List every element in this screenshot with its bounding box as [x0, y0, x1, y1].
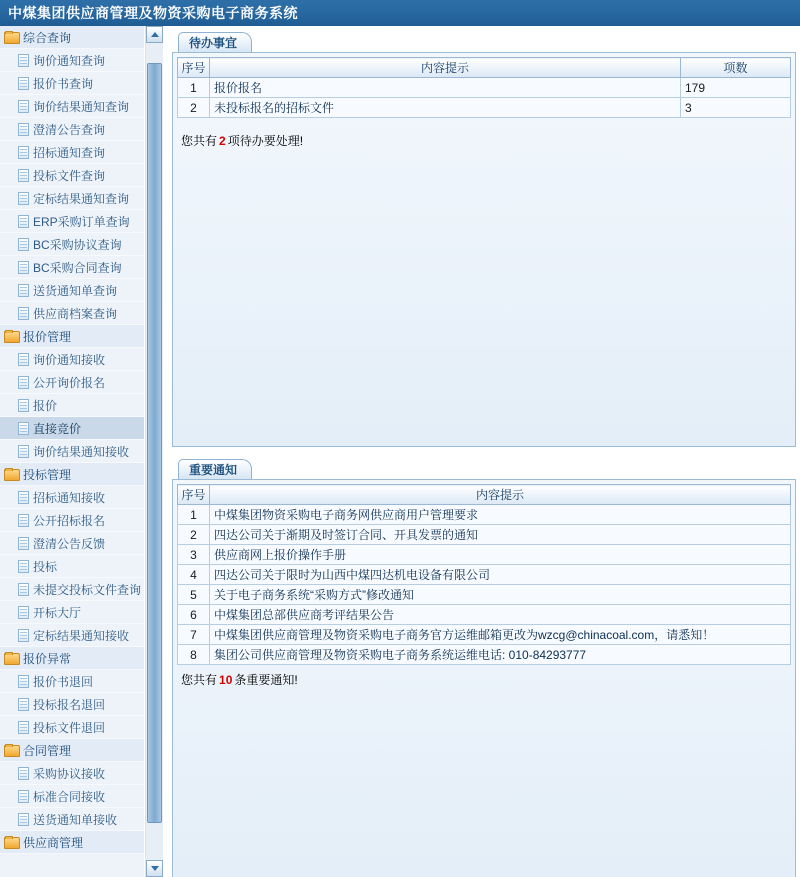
notice-row-content[interactable] [210, 505, 791, 525]
sidebar-item-0-8[interactable] [0, 233, 144, 256]
sidebar-item-label: 投标报名退回 [33, 697, 106, 712]
folder-icon [4, 31, 19, 43]
sidebar-group-label: 报价异常 [23, 651, 72, 666]
folder-icon [4, 468, 19, 480]
sidebar-item-2-5[interactable] [0, 601, 144, 624]
sidebar-group-1[interactable] [0, 325, 144, 348]
sidebar-item-label: BC采购协议查询 [33, 237, 122, 252]
sidebar-item-label: 直接竞价 [33, 421, 82, 436]
notice-row-index: 3 [178, 545, 210, 565]
sidebar-group-label: 供应商管理 [23, 835, 84, 850]
sidebar-item-label: 招标通知查询 [33, 145, 106, 160]
sidebar-item-4-1[interactable] [0, 785, 144, 808]
todo-row-link[interactable]: 未投标报名的招标文件 [214, 101, 335, 115]
sidebar-item-1-1[interactable] [0, 371, 144, 394]
notice-summary-suffix: 条重要通知! [234, 673, 298, 687]
scroll-up-button[interactable] [146, 26, 163, 43]
notice-table [177, 484, 791, 665]
notice-row-index: 8 [178, 645, 210, 665]
todo-panel [172, 32, 796, 447]
document-icon [18, 353, 29, 366]
todo-row-count: 179 [681, 78, 791, 98]
sidebar-item-label: 送货通知单接收 [33, 812, 118, 827]
folder-icon [4, 652, 19, 664]
notice-row-content[interactable] [210, 605, 791, 625]
sidebar-item-1-3[interactable] [0, 417, 144, 440]
todo-summary-prefix: 您共有 [181, 134, 218, 148]
notice-row-link[interactable]: 中煤集团总部供应商考评结果公告 [214, 608, 395, 622]
sidebar-item-label: 开标大厅 [33, 605, 82, 620]
document-icon [18, 215, 29, 228]
todo-table-body [178, 78, 791, 118]
sidebar-item-0-11[interactable] [0, 302, 144, 325]
sidebar-group-3[interactable] [0, 647, 144, 670]
sidebar-item-0-2[interactable] [0, 95, 144, 118]
sidebar-group-label: 投标管理 [23, 467, 72, 482]
sidebar-item-1-4[interactable] [0, 440, 144, 463]
sidebar-group-0[interactable] [0, 26, 144, 49]
notice-row-link[interactable]: 中煤集团供应商管理及物资采购电子商务官方运维邮箱更改为wzcg@chinacoal.com，请悉知！ [214, 628, 715, 642]
notice-tabstrip [172, 459, 796, 479]
sidebar-item-0-3[interactable] [0, 118, 144, 141]
sidebar-item-0-9[interactable] [0, 256, 144, 279]
document-icon [18, 376, 29, 389]
document-icon [18, 721, 29, 734]
todo-tabstrip [172, 32, 796, 52]
sidebar-item-2-6[interactable] [0, 624, 144, 647]
todo-table-header-row [178, 58, 791, 78]
notice-col-index: 序号 [178, 485, 210, 505]
sidebar-item-1-0[interactable] [0, 348, 144, 371]
document-icon [18, 445, 29, 458]
document-icon [18, 491, 29, 504]
notice-panel [172, 459, 796, 877]
notice-row-link[interactable]: 供应商网上报价操作手册 [214, 548, 347, 562]
document-icon [18, 123, 29, 136]
sidebar-item-label: 招标通知接收 [33, 490, 106, 505]
app-header [0, 0, 800, 26]
sidebar-item-label: 采购协议接收 [33, 766, 106, 781]
main-content [162, 26, 800, 877]
todo-summary-suffix: 项待办要处理! [227, 134, 304, 148]
notice-summary [181, 671, 791, 688]
notice-row-link[interactable]: 四达公司关于限时为山西中煤四达机电设备有限公司 [214, 568, 491, 582]
document-icon [18, 238, 29, 251]
notice-row-link[interactable]: 中煤集团物资采购电子商务网供应商用户管理要求 [214, 508, 479, 522]
table-row[interactable] [178, 625, 791, 645]
sidebar-group-5[interactable] [0, 831, 144, 854]
table-row[interactable] [178, 545, 791, 565]
todo-row-content[interactable] [210, 98, 681, 118]
sidebar-item-label: 询价结果通知接收 [33, 444, 130, 459]
sidebar-scrollbar[interactable] [145, 26, 162, 877]
sidebar-item-label: 澄清公告查询 [33, 122, 106, 137]
notice-table-header-row [178, 485, 791, 505]
sidebar-item-4-0[interactable] [0, 762, 144, 785]
notice-row-content[interactable] [210, 625, 791, 645]
todo-row-index: 2 [178, 98, 210, 118]
sidebar-item-label: 公开询价报名 [33, 375, 106, 390]
sidebar-item-label: 定标结果通知查询 [33, 191, 130, 206]
sidebar-item-2-0[interactable] [0, 486, 144, 509]
document-icon [18, 169, 29, 182]
body-wrapper [0, 26, 800, 877]
document-icon [18, 560, 29, 573]
scroll-down-button[interactable] [146, 860, 163, 877]
sidebar-item-2-4[interactable] [0, 578, 144, 601]
notice-panel-body [172, 479, 796, 877]
todo-panel-body [172, 52, 796, 447]
document-icon [18, 629, 29, 642]
document-icon [18, 422, 29, 435]
todo-col-index: 序号 [178, 58, 210, 78]
document-icon [18, 54, 29, 67]
notice-summary-count: 10 [219, 673, 233, 687]
document-icon [18, 790, 29, 803]
folder-icon [4, 330, 19, 342]
sidebar-item-4-2[interactable] [0, 808, 144, 831]
document-icon [18, 192, 29, 205]
document-icon [18, 100, 29, 113]
sidebar-group-label: 综合查询 [23, 30, 72, 45]
notice-summary-prefix: 您共有 [181, 673, 218, 687]
sidebar [0, 26, 145, 877]
sidebar-item-0-4[interactable] [0, 141, 144, 164]
sidebar-item-label: ERP采购订单查询 [33, 214, 130, 229]
sidebar-item-label: 投标 [33, 559, 58, 574]
sidebar-item-label: 送货通知单查询 [33, 283, 118, 298]
sidebar-item-label: 投标文件退回 [33, 720, 106, 735]
todo-row-index: 1 [178, 78, 210, 98]
chevron-down-icon [151, 866, 159, 871]
document-icon [18, 284, 29, 297]
sidebar-item-3-1[interactable] [0, 693, 144, 716]
todo-summary-count: 2 [219, 134, 226, 148]
document-icon [18, 813, 29, 826]
document-icon [18, 146, 29, 159]
sidebar-item-2-3[interactable] [0, 555, 144, 578]
sidebar-item-label: 询价结果通知查询 [33, 99, 130, 114]
todo-col-count: 项数 [681, 58, 791, 78]
sidebar-item-1-2[interactable] [0, 394, 144, 417]
notice-row-content[interactable] [210, 525, 791, 545]
sidebar-item-label: 询价通知查询 [33, 53, 106, 68]
tab-todo-label: 待办事宜 [189, 36, 238, 50]
sidebar-item-label: 投标文件查询 [33, 168, 106, 183]
sidebar-item-label: 定标结果通知接收 [33, 628, 130, 643]
tab-notice-label: 重要通知 [189, 463, 238, 477]
document-icon [18, 767, 29, 780]
document-icon [18, 537, 29, 550]
notice-row-content[interactable] [210, 645, 791, 665]
todo-table [177, 57, 791, 118]
notice-row-content[interactable] [210, 565, 791, 585]
sidebar-item-0-6[interactable] [0, 187, 144, 210]
sidebar-item-label: 供应商档案查询 [33, 306, 118, 321]
table-row[interactable] [178, 645, 791, 665]
todo-summary [181, 132, 791, 149]
notice-row-index: 1 [178, 505, 210, 525]
document-icon [18, 77, 29, 90]
document-icon [18, 261, 29, 274]
folder-icon [4, 744, 19, 756]
sidebar-item-2-1[interactable] [0, 509, 144, 532]
sidebar-group-2[interactable] [0, 463, 144, 486]
sidebar-item-3-0[interactable] [0, 670, 144, 693]
notice-row-content[interactable] [210, 585, 791, 605]
sidebar-item-label: BC采购合同查询 [33, 260, 122, 275]
notice-row-link[interactable]: 关于电子商务系统“采购方式”修改通知 [214, 588, 414, 602]
notice-table-body [178, 505, 791, 665]
document-icon [18, 675, 29, 688]
document-icon [18, 399, 29, 412]
sidebar-item-0-10[interactable] [0, 279, 144, 302]
sidebar-group-4[interactable] [0, 739, 144, 762]
sidebar-item-label: 报价书查询 [33, 76, 94, 91]
sidebar-group-label: 报价管理 [23, 329, 72, 344]
tab-notice[interactable] [178, 459, 252, 479]
table-row[interactable] [178, 585, 791, 605]
sidebar-item-label: 报价书退回 [33, 674, 94, 689]
notice-row-content[interactable] [210, 545, 791, 565]
sidebar-item-label: 标准合同接收 [33, 789, 106, 804]
notice-row-index: 4 [178, 565, 210, 585]
document-icon [18, 307, 29, 320]
table-row[interactable] [178, 78, 791, 98]
sidebar-item-label: 询价通知接收 [33, 352, 106, 367]
sidebar-item-0-5[interactable] [0, 164, 144, 187]
folder-icon [4, 836, 19, 848]
sidebar-group-label: 合同管理 [23, 743, 72, 758]
page-title: 中煤集团供应商管理及物资采购电子商务系统 [8, 5, 298, 21]
document-icon [18, 514, 29, 527]
sidebar-item-label: 报价 [33, 398, 58, 413]
scrollbar-track[interactable] [146, 43, 163, 860]
document-icon [18, 698, 29, 711]
table-row[interactable] [178, 505, 791, 525]
table-row[interactable] [178, 565, 791, 585]
sidebar-item-0-7[interactable] [0, 210, 144, 233]
tab-todo[interactable] [178, 32, 252, 52]
sidebar-item-0-0[interactable] [0, 49, 144, 72]
sidebar-nav [0, 26, 144, 854]
sidebar-item-label: 未提交投标文件查询 [33, 582, 142, 597]
chevron-up-icon [151, 32, 159, 37]
notice-col-content: 内容提示 [210, 485, 791, 505]
sidebar-item-3-2[interactable] [0, 716, 144, 739]
notice-row-index: 2 [178, 525, 210, 545]
notice-row-link[interactable]: 集团公司供应商管理及物资采购电子商务系统运维电话: 010-84293777 [214, 648, 587, 662]
document-icon [18, 583, 29, 596]
notice-row-index: 5 [178, 585, 210, 605]
sidebar-item-label: 澄清公告反馈 [33, 536, 106, 551]
todo-row-link[interactable]: 报价报名 [214, 81, 263, 95]
sidebar-item-2-2[interactable] [0, 532, 144, 555]
table-row[interactable] [178, 525, 791, 545]
notice-row-index: 6 [178, 605, 210, 625]
sidebar-item-0-1[interactable] [0, 72, 144, 95]
notice-row-link[interactable]: 四达公司关于渐期及时签订合同、开具发票的通知 [214, 528, 479, 542]
table-row[interactable] [178, 605, 791, 625]
todo-row-content[interactable] [210, 78, 681, 98]
notice-row-index: 7 [178, 625, 210, 645]
todo-row-count: 3 [681, 98, 791, 118]
sidebar-item-label: 公开招标报名 [33, 513, 106, 528]
table-row[interactable] [178, 98, 791, 118]
scrollbar-thumb[interactable] [147, 63, 162, 823]
todo-col-content: 内容提示 [210, 58, 681, 78]
document-icon [18, 606, 29, 619]
